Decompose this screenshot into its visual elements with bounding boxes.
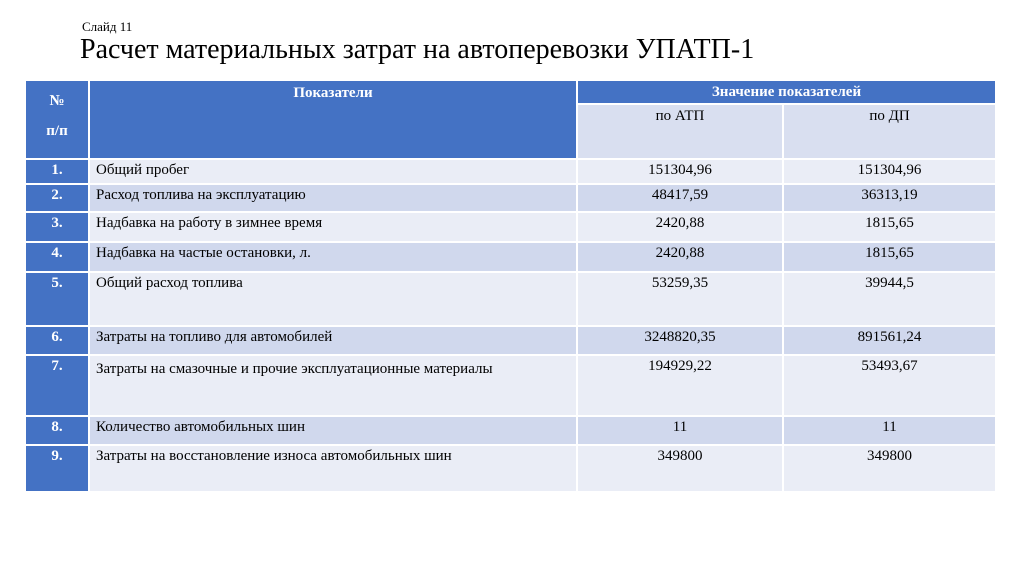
row-value-atp: 11 <box>577 416 783 445</box>
table-row <box>26 355 995 416</box>
header-value-group: Значение показателей <box>577 81 995 104</box>
row-value-dp: 1815,65 <box>783 242 995 272</box>
row-label: Количество автомобильных шин <box>89 416 577 445</box>
table-row <box>26 212 995 242</box>
header-col-atp: по АТП <box>577 104 783 159</box>
row-number: 1. <box>26 159 89 184</box>
slide-title: Расчет материальных затрат на автоперевозки УПАТП-1 <box>80 34 755 65</box>
row-value-dp: 891561,24 <box>783 326 995 355</box>
table-row <box>26 272 995 326</box>
row-value-atp: 48417,59 <box>577 184 783 212</box>
row-label: Затраты на смазочные и прочие эксплуатационные материалы <box>89 355 577 416</box>
row-label: Расход топлива на эксплуатацию <box>89 184 577 212</box>
slide-number: Слайд 11 <box>82 19 133 34</box>
row-value-dp: 39944,5 <box>783 272 995 326</box>
row-value-dp: 349800 <box>783 445 995 491</box>
row-value-dp: 11 <box>783 416 995 445</box>
row-value-dp: 151304,96 <box>783 159 995 184</box>
header-number-line1: № <box>49 93 65 109</box>
row-value-atp: 3248820,35 <box>577 326 783 355</box>
row-value-atp: 2420,88 <box>577 242 783 272</box>
row-number: 5. <box>26 272 89 326</box>
table-header-row <box>26 81 995 104</box>
header-indicator: Показатели <box>89 81 577 159</box>
row-value-atp: 53259,35 <box>577 272 783 326</box>
header-col-dp: по ДП <box>783 104 995 159</box>
table-row <box>26 416 995 445</box>
row-label: Надбавка на частые остановки, л. <box>89 242 577 272</box>
row-number: 9. <box>26 445 89 491</box>
row-number: 8. <box>26 416 89 445</box>
row-value-dp: 1815,65 <box>783 212 995 242</box>
table-row <box>26 445 995 491</box>
row-label: Надбавка на работу в зимнее время <box>89 212 577 242</box>
header-number-cell <box>26 81 89 159</box>
cost-table <box>26 81 995 491</box>
row-value-atp: 349800 <box>577 445 783 491</box>
row-label: Общий пробег <box>89 159 577 184</box>
row-value-atp: 151304,96 <box>577 159 783 184</box>
row-value-dp: 36313,19 <box>783 184 995 212</box>
table-row <box>26 159 995 184</box>
table-row <box>26 242 995 272</box>
table-row <box>26 326 995 355</box>
row-value-dp: 53493,67 <box>783 355 995 416</box>
row-number: 2. <box>26 184 89 212</box>
row-label: Общий расход топлива <box>89 272 577 326</box>
row-number: 7. <box>26 355 89 416</box>
row-number: 4. <box>26 242 89 272</box>
row-value-atp: 2420,88 <box>577 212 783 242</box>
table-row <box>26 184 995 212</box>
row-number: 6. <box>26 326 89 355</box>
row-label: Затраты на восстановление износа автомобильных шин <box>89 445 577 491</box>
row-value-atp: 194929,22 <box>577 355 783 416</box>
header-number-line2: п/п <box>46 123 68 139</box>
row-label: Затраты на топливо для автомобилей <box>89 326 577 355</box>
row-number: 3. <box>26 212 89 242</box>
